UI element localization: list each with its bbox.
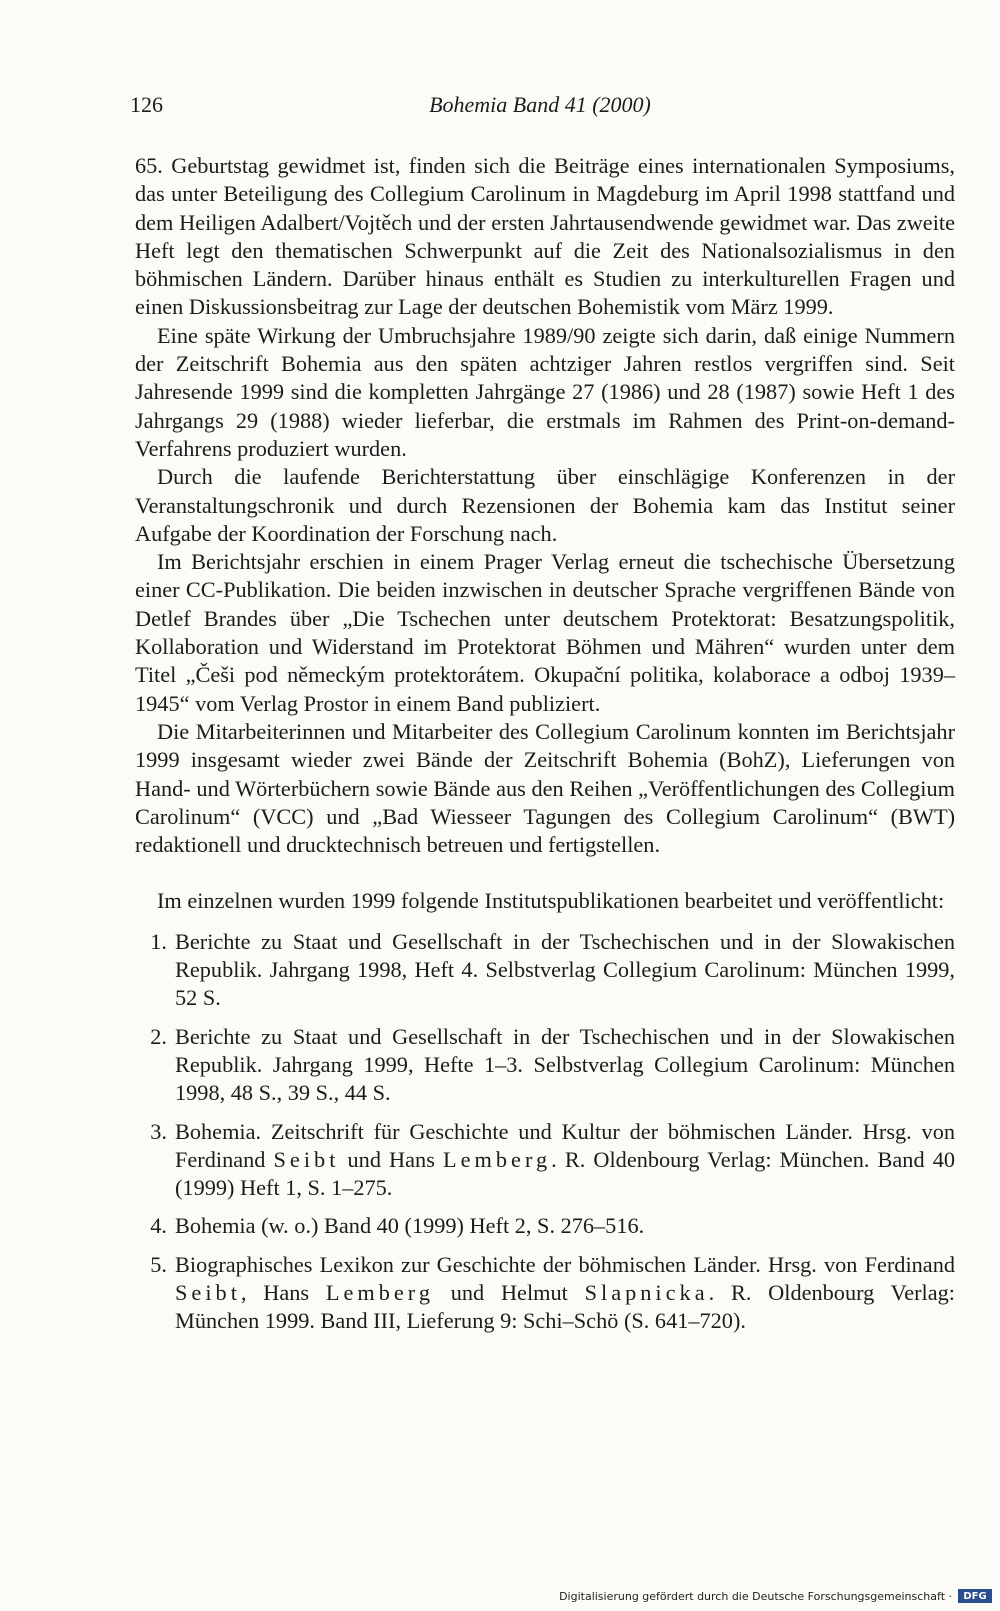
footer-credit: Digitalisierung gefördert durch die Deutsche Forschungsgemeinschaft · [559, 1589, 952, 1603]
list-item [135, 1212, 955, 1240]
list-item-text: , Hans [240, 1279, 326, 1305]
list-item-text: . R. Oldenbourg Verlag: München. Band 40 (1999) Heft 1, S. 1–275. [175, 1146, 955, 1201]
digitization-footer [559, 1585, 992, 1607]
paragraph: Durch die laufende Berichterstattung über einschlägige Konferenzen in der Veranstaltungschronik und durch Rezensionen der Bohemia kam das Institut seiner Aufgabe der Koordination der Forschung nach. [135, 464, 955, 546]
list-item [135, 1023, 955, 1108]
paragraph: Die Mitarbeiterinnen und Mitarbeiter des Collegium Carolinum konnten im Berichtsjahr 1999 insgesamt wieder zwei Bände der Zeitschrift Bohemia (BohZ), Lieferungen von Hand- und Wörterbüchern sowie Bände aus den Reihen „Veröffentlichungen des Collegium Carolinum“ (VCC) und „Bad Wiesseer Tagungen des Collegium Carolinum“ (BWT) redaktionell und drucktechnisch betreuen und fertigstellen. [135, 718, 955, 858]
page-number: 126 [130, 92, 163, 117]
list-item-number: 3. [150, 1118, 167, 1144]
list-item [135, 928, 955, 1013]
dfg-logo: DFG [958, 1589, 992, 1603]
publication-list-intro: Im einzelnen wurden 1999 folgende Institutspublikationen bearbeitet und veröffentlicht: [157, 888, 945, 914]
spaced-name: Lemberg [325, 1279, 434, 1305]
list-item-number: 5. [150, 1251, 167, 1277]
list-item-text: und Hans [339, 1146, 443, 1172]
list-item-text: . R. Oldenbourg Verlag: München 1999. Band III, Lieferung 9: Schi–Schö (S. 641–720). [175, 1279, 955, 1334]
list-item-text: Berichte zu Staat und Gesellschaft in der Tschechischen und in der Slowakischen Republik. Jahrgang 1999, Hefte 1–3. Selbstverlag Collegium Carolinum: München 1998, 48 S., 39 S., 44 S. [175, 1023, 955, 1106]
page-header [130, 92, 950, 126]
list-item-text: und Helmut [434, 1279, 585, 1305]
running-title: Bohemia Band 41 (2000) [429, 92, 651, 117]
spaced-name: Seibt [273, 1146, 340, 1172]
list-item-text: Biographisches Lexikon zur Geschichte der böhmischen Länder. Hrsg. von Ferdinand [175, 1251, 955, 1277]
paragraph: Im Berichtsjahr erschien in einem Prager Verlag erneut die tschechische Übersetzung einer CC-Publikation. Die beiden inzwischen in deutscher Sprache vergriffenen Bände von Detlef Brandes über „Die Tschechen unter deutschem Protektorat: Besatzungspolitik, Kollaboration und Widerstand im Protektorat Böhmen und Mähren“ wurden unter dem Titel „Češi pod německým protektorátem. Okupační politika, kolaborace a odboj 1939–1945“ vom Verlag Prostor in einem Band publiziert. [135, 549, 955, 716]
list-item-text: Bohemia. Zeitschrift für Geschichte und Kultur der böhmischen Länder. Hrsg. von Ferdinand [175, 1118, 955, 1172]
publication-list [135, 928, 955, 1336]
list-item-text: Berichte zu Staat und Gesellschaft in der Tschechischen und in der Slowakischen Republik. Jahrgang 1998, Heft 4. Selbstverlag Collegium Carolinum: München 1999, 52 S. [175, 928, 955, 1011]
list-item-text: Bohemia (w. o.) Band 40 (1999) Heft 2, S. 276–516. [175, 1213, 645, 1239]
spaced-name: Lemberg [442, 1146, 552, 1172]
paragraph: 65. Geburtstag gewidmet ist, finden sich die Beiträge eines internationalen Symposiums, das unter Beteiligung des Collegium Carolinum in Magdeburg im April 1998 stattfand und dem Heiligen Adalbert/Vojtěch und der ersten Jahrtausendwende gewidmet war. Das zweite Heft legt den thematischen Schwerpunkt auf die Zeit des Nationalsozialismus in den böhmischen Ländern. Darüber hinaus enthält es Studien zu interkulturellen Fragen und einen Diskussionsbeitrag zur Lage der deutschen Bohemistik vom März 1999. [135, 153, 955, 320]
list-item-number: 4. [150, 1213, 167, 1239]
spaced-name: Seibt [175, 1279, 241, 1305]
list-item-number: 2. [150, 1023, 167, 1049]
list-item [135, 1251, 955, 1336]
list-item [135, 1118, 955, 1203]
paragraph: Eine späte Wirkung der Umbruchsjahre 1989/90 zeigte sich darin, daß einige Nummern der Zeitschrift Bohemia aus den späten achtziger Jahren restlos vergriffen sind. Seit Jahresende 1999 sind die kompletten Jahrgänge 27 (1986) und 28 (1987) sowie Heft 1 des Jahrgangs 29 (1988) wieder lieferbar, die erstmals im Rahmen des Print-on-demand-Verfahrens produziert wurden. [135, 322, 955, 461]
page-body [135, 152, 955, 1346]
list-item-number: 1. [150, 928, 167, 954]
spaced-name: Slapnicka [584, 1279, 709, 1305]
